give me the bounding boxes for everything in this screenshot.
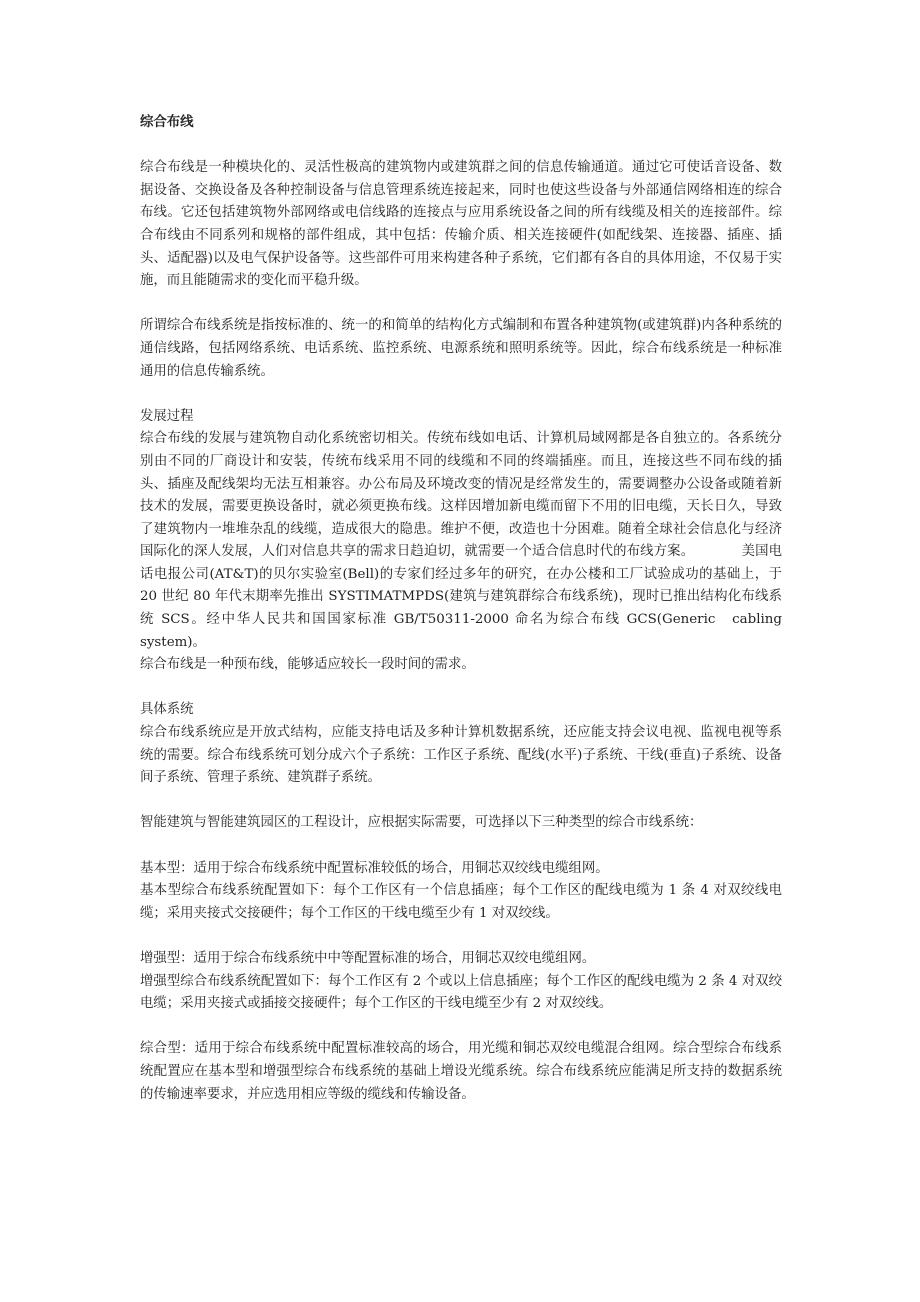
paragraph-gap: [140, 925, 782, 948]
basic-type-config: 基本型综合布线系统配置如下：每个工作区有一个信息插座；每个工作区的配线电缆为 1 条 4 对双绞线电缆；采用夹接式交接硬件；每个工作区的干线电缆至少有 1 对双绞线。: [140, 883, 782, 921]
definition-paragraph: 所谓综合布线系统是指按标准的、统一的和简单的结构化方式编制和布置各种建筑物(或建筑群)内各种系统的通信线路，包括网络系统、电话系统、监控系统、电源系统和照明系统等。因此，综合布线系统是一种标准通用的信息传输系统。: [140, 318, 782, 379]
history-tail: 综合布线是一种预布线，能够适应较长一段时间的需求。: [140, 657, 475, 673]
systems-paragraph: 综合布线系统应是开放式结构，应能支持电话及多种计算机数据系统，还应能支持会议电视、监视电视等系统的需要。综合布线系统可划分成六个子系统：工作区子系统、配线(水平)子系统、干线(垂直)子系统、设备间子系统、管理子系统、建筑群子系统。: [140, 725, 782, 786]
history-heading: 发展过程: [140, 408, 194, 424]
document-title: 综合布线: [140, 115, 194, 130]
enhanced-type-line: 增强型：适用于综合布线系统中中等配置标准的场合，用铜芯双绞电缆组网。: [140, 950, 596, 966]
enhanced-type-config: 增强型综合布线系统配置如下：每个工作区有 2 个或以上信息插座；每个工作区的配线电缆为 2 条 4 对双绞电缆；采用夹接式或插接交接硬件；每个工作区的干线电缆至少有 2 对双绞线。: [140, 973, 782, 1012]
paragraph-gap: [140, 790, 782, 813]
paragraph-gap: [140, 293, 782, 316]
history-paragraph: 综合布线的发展与建筑物自动化系统密切相关。传统布线如电话、计算机局域网都是各自独立的。各系统分别由不同的厂商设计和安装，传统布线采用不同的线缆和不同的终端插座。而且，连接这些不同布线的插头、插座及配线架均无法互相兼容。办公布局及环境改变的情况是经常发生的，需要调整办公设备或随着新技术的发展，需要更换设备时，就必须更换布线。这样因增加新电缆而留下不用的旧电缆，天长日久，导致了建筑物内一堆堆杂乱的线缆，造成很大的隐患。维护不便，改造也十分困难。随着全球社会信息化与经济国际化的深人发展，人们对信息共享的需求日趋迫切，就需要一个适合信息时代的布线方案。 美国电话电报公司(AT&T)的贝尔实验室(Bell)的专家们经过多年的研究，在办公楼和工厂试验成功的基础上，于 20 世纪 80 年代末期率先推出 SYSTIMATMPDS(建筑与建筑群综合布线系统)，现时已推出结构化布线系统 SCS。经中华人民共和国国家标准 GB/T50311-2000 命名为综合布线 GCS(Generic cabling system)。: [140, 431, 796, 650]
paragraph-gap: [140, 677, 782, 700]
systems-heading: 具体系统: [140, 702, 194, 718]
document-page: [140, 112, 796, 1106]
types-intro-paragraph: 智能建筑与智能建筑园区的工程设计，应根据实际需要，可选择以下三种类型的综合市线系统：: [140, 815, 703, 831]
intro-paragraph: 综合布线是一种模块化的、灵活性极高的建筑物内或建筑群之间的信息传输通道。通过它可使话音设备、数据设备、交换设备及各种控制设备与信息管理系统连接起来，同时也使这些设备与外部通信网络相连的综合布线。它还包括建筑物外部网络或电信线路的连接点与应用系统设备之间的所有线缆及相关的连接部件。综合布线由不同系列和规格的部件组成，其中包括：传输介质、相关连接硬件(如配线架、连接器、插座、插头、适配器)以及电气保护设备等。这些部件可用来构建各种子系统，它们都有各自的具体用途，不仅易于实施，而且能随需求的变化而平稳升级。: [140, 160, 782, 289]
paragraph-gap: [140, 835, 782, 858]
basic-type-line: 基本型：适用于综合布线系统中配置标准较低的场合，用铜芯双绞线电缆组网。: [140, 860, 609, 876]
integrated-type-paragraph: 综合型：适用于综合布线系统中配置标准较高的场合，用光缆和铜芯双绞电缆混合组网。综合型综合布线系统配置应在基本型和增强型综合布线系统的基础上增设光缆系统。综合布线系统应能满足所支持的数据系统的传输速率要求，并应选用相应等级的缆线和传输设备。: [140, 1041, 782, 1102]
paragraph-gap: [140, 383, 782, 406]
paragraph-gap: [140, 1016, 782, 1039]
